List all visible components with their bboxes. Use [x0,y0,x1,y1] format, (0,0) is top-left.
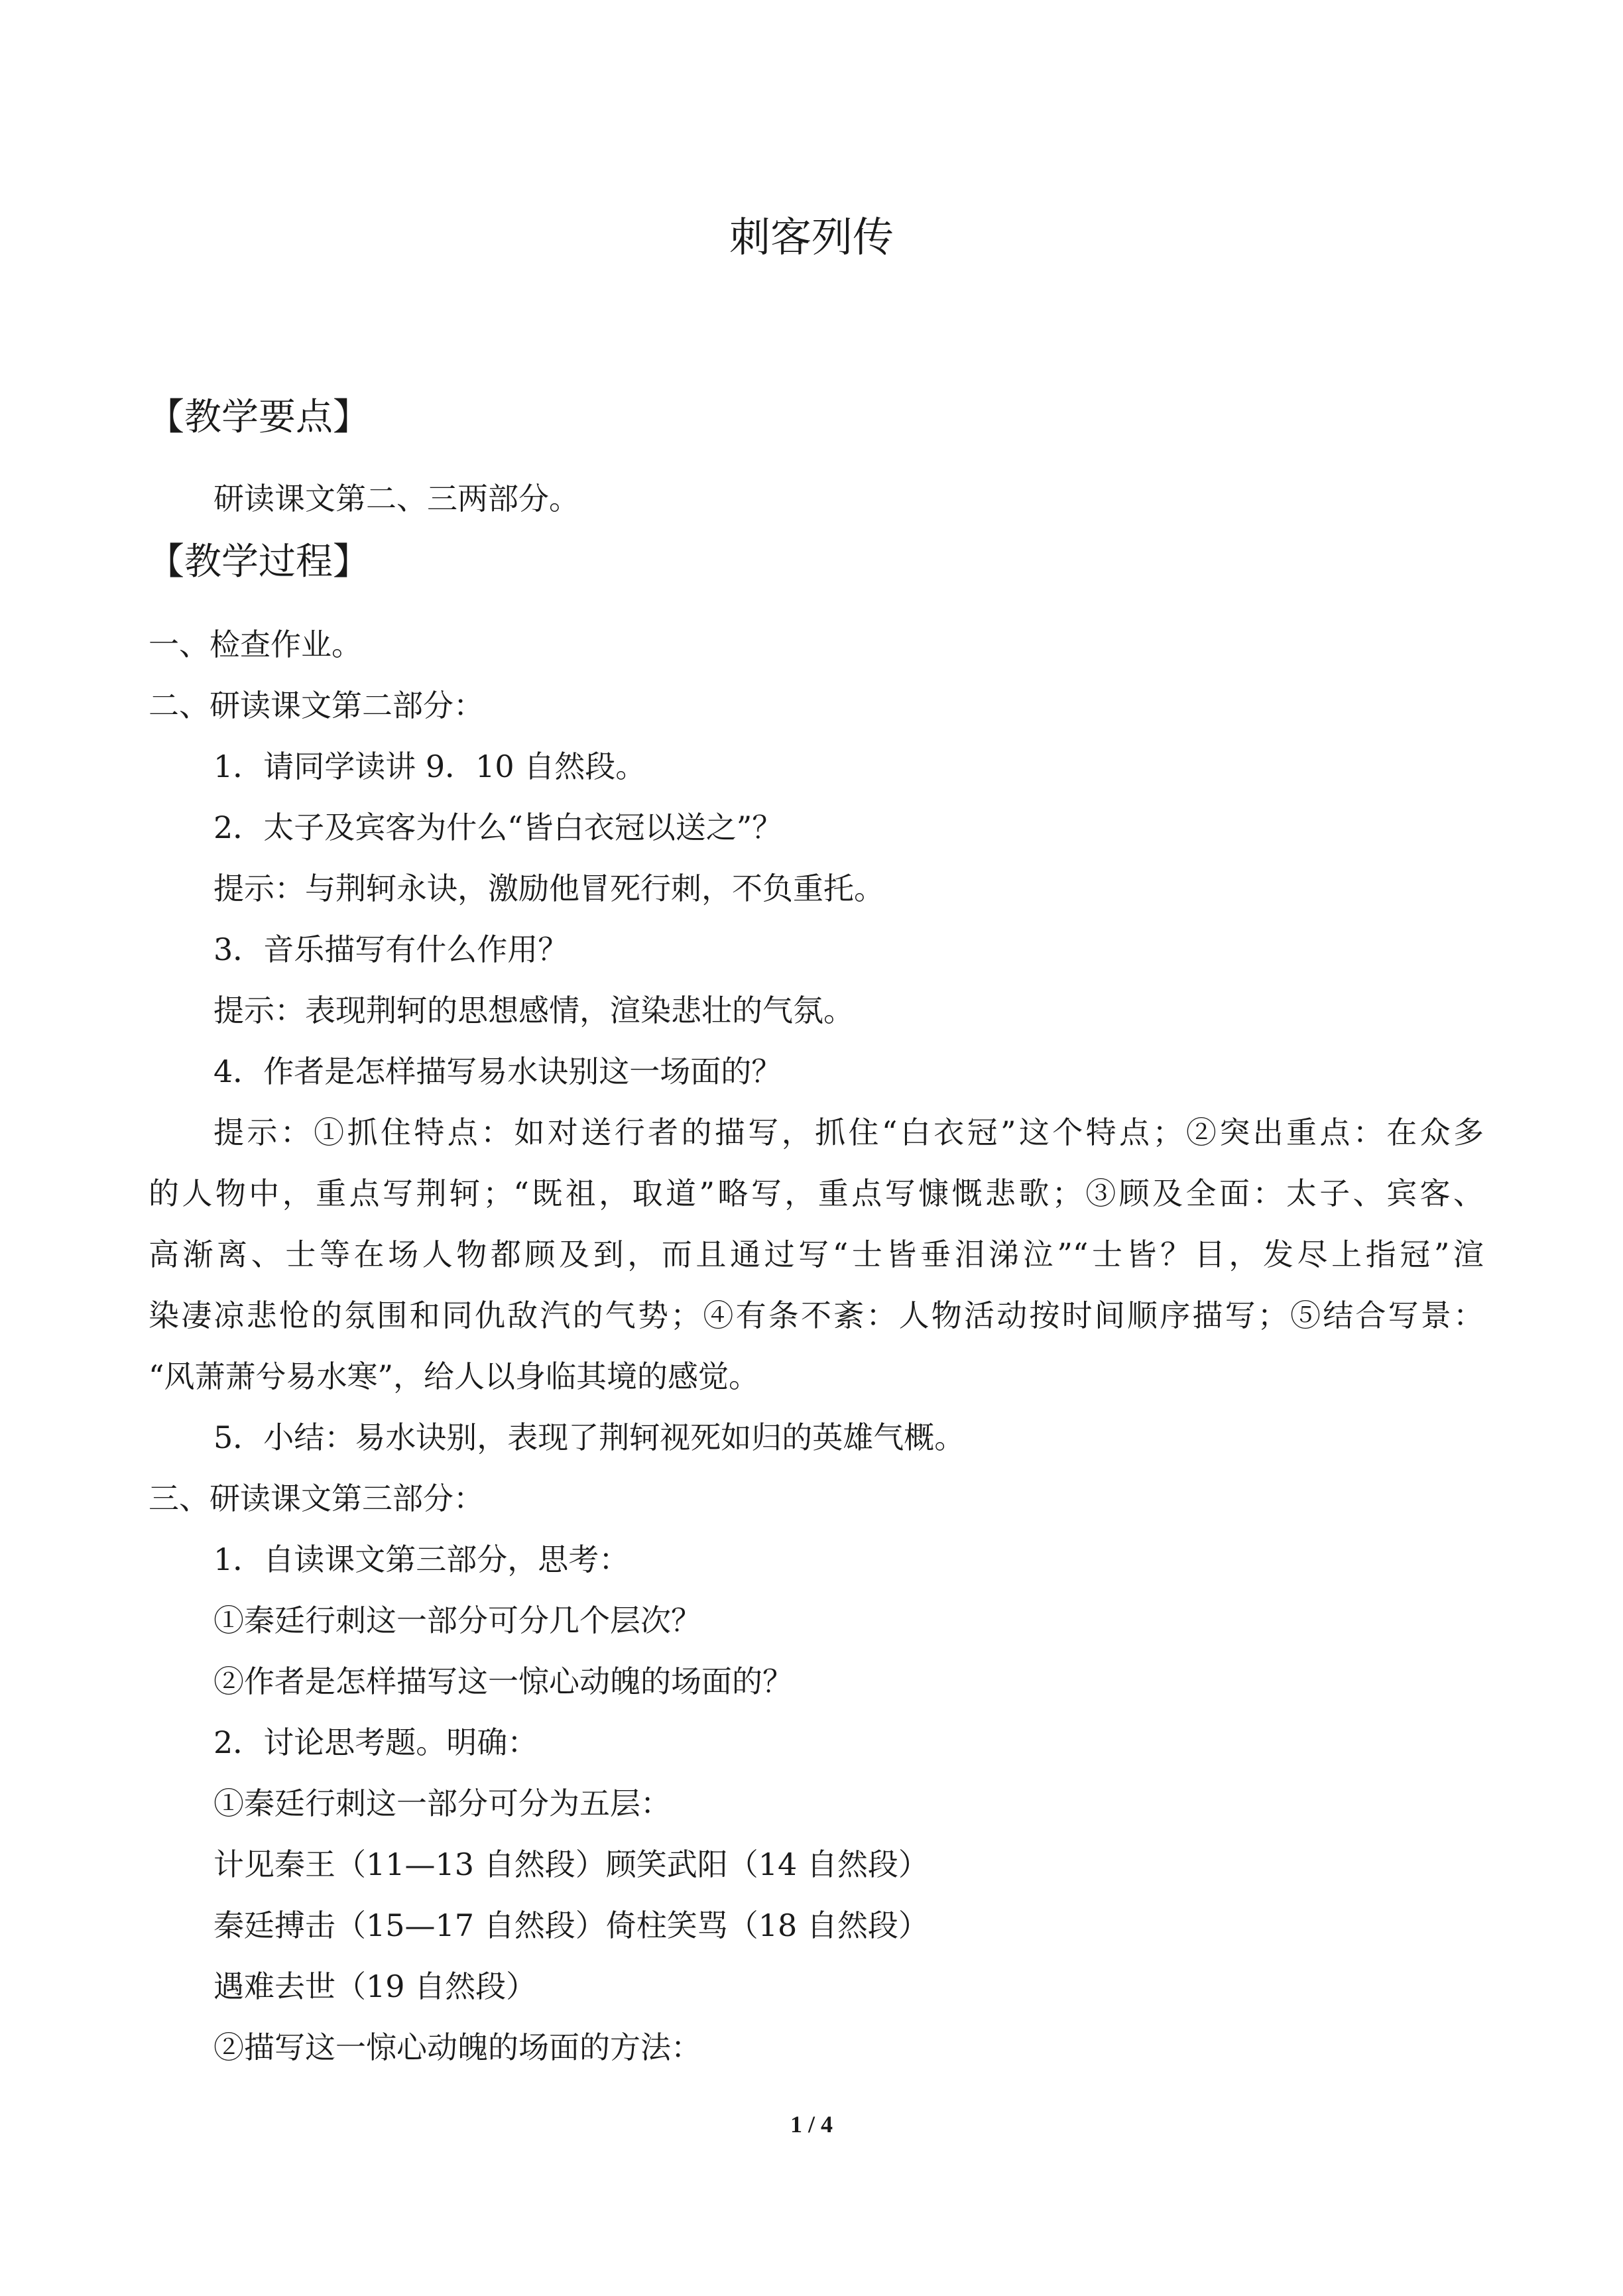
step-3-question-1a: ①秦廷行刺这一部分可分几个层次？ [213,1602,701,1638]
page-number: 1 / 4 [790,2111,833,2138]
step-2-hint-2: 提示：与荆轲永诀，激励他冒死行刺，不负重托。 [213,871,884,906]
step-2-hint-4-line: 染凄凉悲怆的氛围和同仇敌汽的气势；④有条不紊：人物活动按时间顺序描写；⑤结合写景： [149,1298,1484,1333]
step-3-layer-line: 计见秦王（11—13 自然段）顾笑武阳（14 自然段） [213,1846,929,1882]
step-2-title: 二、研读课文第二部分： [149,688,484,723]
step-2-question-2: 2．太子及宾客为什么“皆白衣冠以送之”？ [213,810,783,845]
step-2-hint-4-line: 提示：①抓住特点：如对送行者的描写，抓住“白衣冠”这个特点；②突出重点：在众多 [213,1115,1484,1150]
step-2-hint-3: 提示：表现荆轲的思想感情，渲染悲壮的气氛。 [213,993,854,1028]
step-2-hint-4-line: “风萧萧兮易水寒”，给人以身临其境的感觉。 [149,1359,760,1394]
step-2-question-4: 4．作者是怎样描写易水诀别这一场面的？ [213,1054,782,1089]
step-2-question-3: 3．音乐描写有什么作用？ [213,932,569,967]
step-1-check-homework: 一、检查作业。 [149,627,362,662]
step-3-question-1b: ②作者是怎样描写这一惊心动魄的场面的？ [213,1663,793,1699]
step-3-question-2: 2．讨论思考题。明确： [213,1724,538,1760]
step-3-answer-2: ②描写这一惊心动魄的场面的方法： [213,2029,701,2065]
step-2-question-1: 1．请同学读讲 9．10 自然段。 [213,749,646,784]
step-2-summary: 5．小结：易水诀别，表现了荆轲视死如归的英雄气概。 [213,1420,965,1455]
step-3-layer-line: 秦廷搏击（15—17 自然段）倚柱笑骂（18 自然段） [213,1907,929,1943]
step-3-question-1: 1．自读课文第三部分，思考： [213,1541,630,1577]
step-3-title: 三、研读课文第三部分： [149,1480,484,1516]
step-3-answer-1: ①秦廷行刺这一部分可分为五层： [213,1785,671,1821]
step-2-hint-4-line: 高渐离、士等在场人物都顾及到，而且通过写“士皆垂泪涕泣”“士皆？目，发尽上指冠”渲 [149,1237,1484,1272]
step-2-hint-4-line: 的人物中，重点写荆轲；“既祖，取道”略写，重点写慷慨悲歌；③顾及全面：太子、宾客、 [149,1176,1484,1211]
teaching-points-text: 研读课文第二、三两部分。 [213,481,579,516]
step-3-layer-line: 遇难去世（19 自然段） [213,1968,537,2004]
heading-teaching-points: 【教学要点】 [147,396,370,439]
heading-teaching-process: 【教学过程】 [147,540,370,583]
document-title: 刺客列传 [729,213,894,261]
